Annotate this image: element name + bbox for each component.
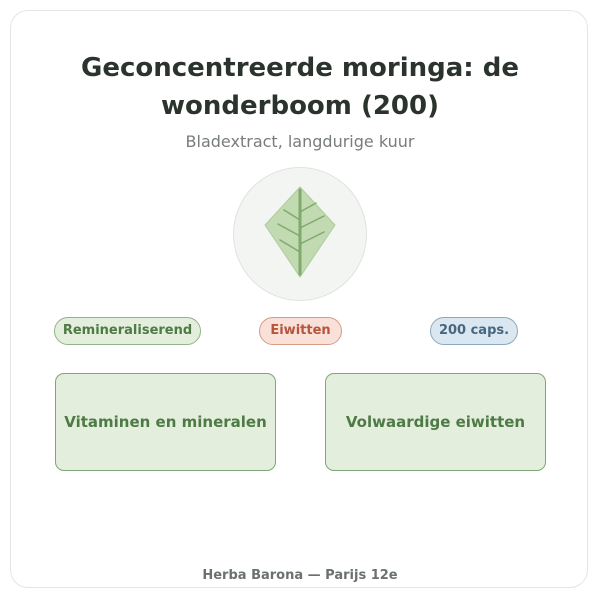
page-subtitle: Bladextract, langdurige kuur	[185, 132, 415, 151]
badge-eiwitten: Eiwitten	[259, 317, 342, 345]
badge-capsule-count: 200 caps.	[430, 317, 518, 345]
leaf-illustration	[233, 167, 367, 301]
badge-remineraliserend: Remineraliserend	[54, 317, 201, 345]
feature-label: Vitaminen en mineralen	[64, 413, 267, 431]
feature-vitamins-minerals	[55, 373, 276, 471]
feature-complete-proteins	[325, 373, 546, 471]
footer-store-name: Herba Barona — Parijs 12e	[202, 568, 398, 583]
product-card	[10, 10, 588, 588]
page-title: Geconcentreerde moringa: de wonderboom (200)	[80, 53, 519, 121]
leaf-icon	[234, 168, 366, 300]
feature-label: Volwaardige eiwitten	[345, 413, 526, 431]
